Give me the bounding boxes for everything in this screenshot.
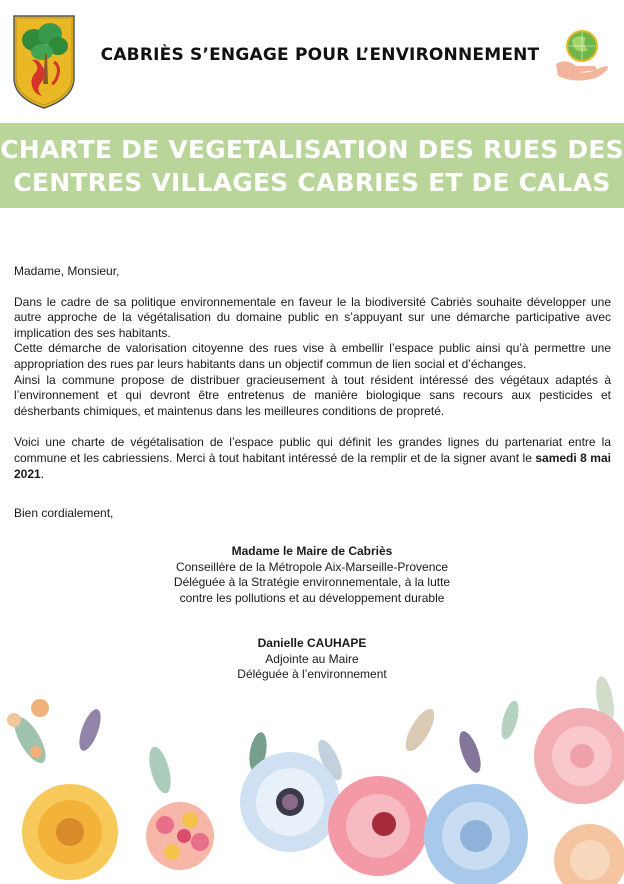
charter-title-line2: CENTRES VILLAGES CABRIES ET DE CALAS: [13, 167, 611, 197]
salutation: Madame, Monsieur,: [14, 264, 120, 278]
letter-body: [14, 264, 611, 522]
signature-mayor-title: contre les pollutions et au développement durable: [179, 590, 445, 605]
watercolor-flowers-decoration: [0, 660, 624, 884]
signature-deputy-title: Déléguée à l’environnement: [237, 667, 387, 681]
charter-title: [0, 133, 624, 199]
letter-paragraph: Cette démarche de valorisation citoyenne des rues vise à embellir l’espace public ainsi qu’à permettre une appropriation des rues par leurs habitants dans un objectif commun de lien social et d’échanges.: [14, 341, 611, 371]
charter-title-line1: CHARTE DE VEGETALISATION DES RUES DES: [0, 134, 624, 164]
letter-paragraph: Dans le cadre de sa politique environnementale en faveur le la biodiversité Cabriès souhaite développer une autre approche de la végétalisation du domaine public en s’appuyant sur une démarche participative avec implication des ses habitants.: [14, 294, 611, 340]
signature-mayor-title: Déléguée à la Stratégie environnementale, à la lutte: [173, 575, 451, 589]
letter-paragraph: Ainsi la commune propose de distribuer gracieusement à tout résident intéressé des végétaux adaptés à l’environnement et qui devront être entretenus de manière biologique sans recours aux pesticides et désherbants chimiques, et maintenus dans les meilleures conditions de propreté.: [14, 372, 611, 418]
cabries-coat-of-arms-icon: [12, 12, 76, 110]
deadline-date: samedi 8 mai 2021: [14, 450, 611, 481]
header-title: CABRIÈS S’ENGAGE POUR L’ENVIRONNEMENT: [100, 45, 540, 65]
deadline-intro: Voici une charte de végétalisation de l’espace public qui définit les grandes lignes du partenariat entre la commune et les cabriessiens. Merci à tout habitant intéressé de la remplir et de la signer avant le: [14, 435, 611, 465]
letter-paragraph-deadline: [14, 435, 611, 482]
signature-mayor-name: Madame le Maire de Cabriès: [231, 544, 393, 558]
signature-mayor-title: Conseillère de la Métropole Aix-Marseille-Provence: [175, 559, 449, 574]
deadline-suffix: .: [40, 466, 45, 481]
signature-mayor: [0, 544, 624, 606]
signature-deputy-name: Danielle CAUHAPE: [257, 636, 367, 650]
closing: Bien cordialement,: [14, 506, 114, 521]
title-banner: [0, 123, 624, 208]
signature-deputy-title: Adjointe au Maire: [265, 651, 359, 666]
page-header: [0, 0, 624, 122]
hand-holding-globe-icon: [552, 26, 610, 84]
